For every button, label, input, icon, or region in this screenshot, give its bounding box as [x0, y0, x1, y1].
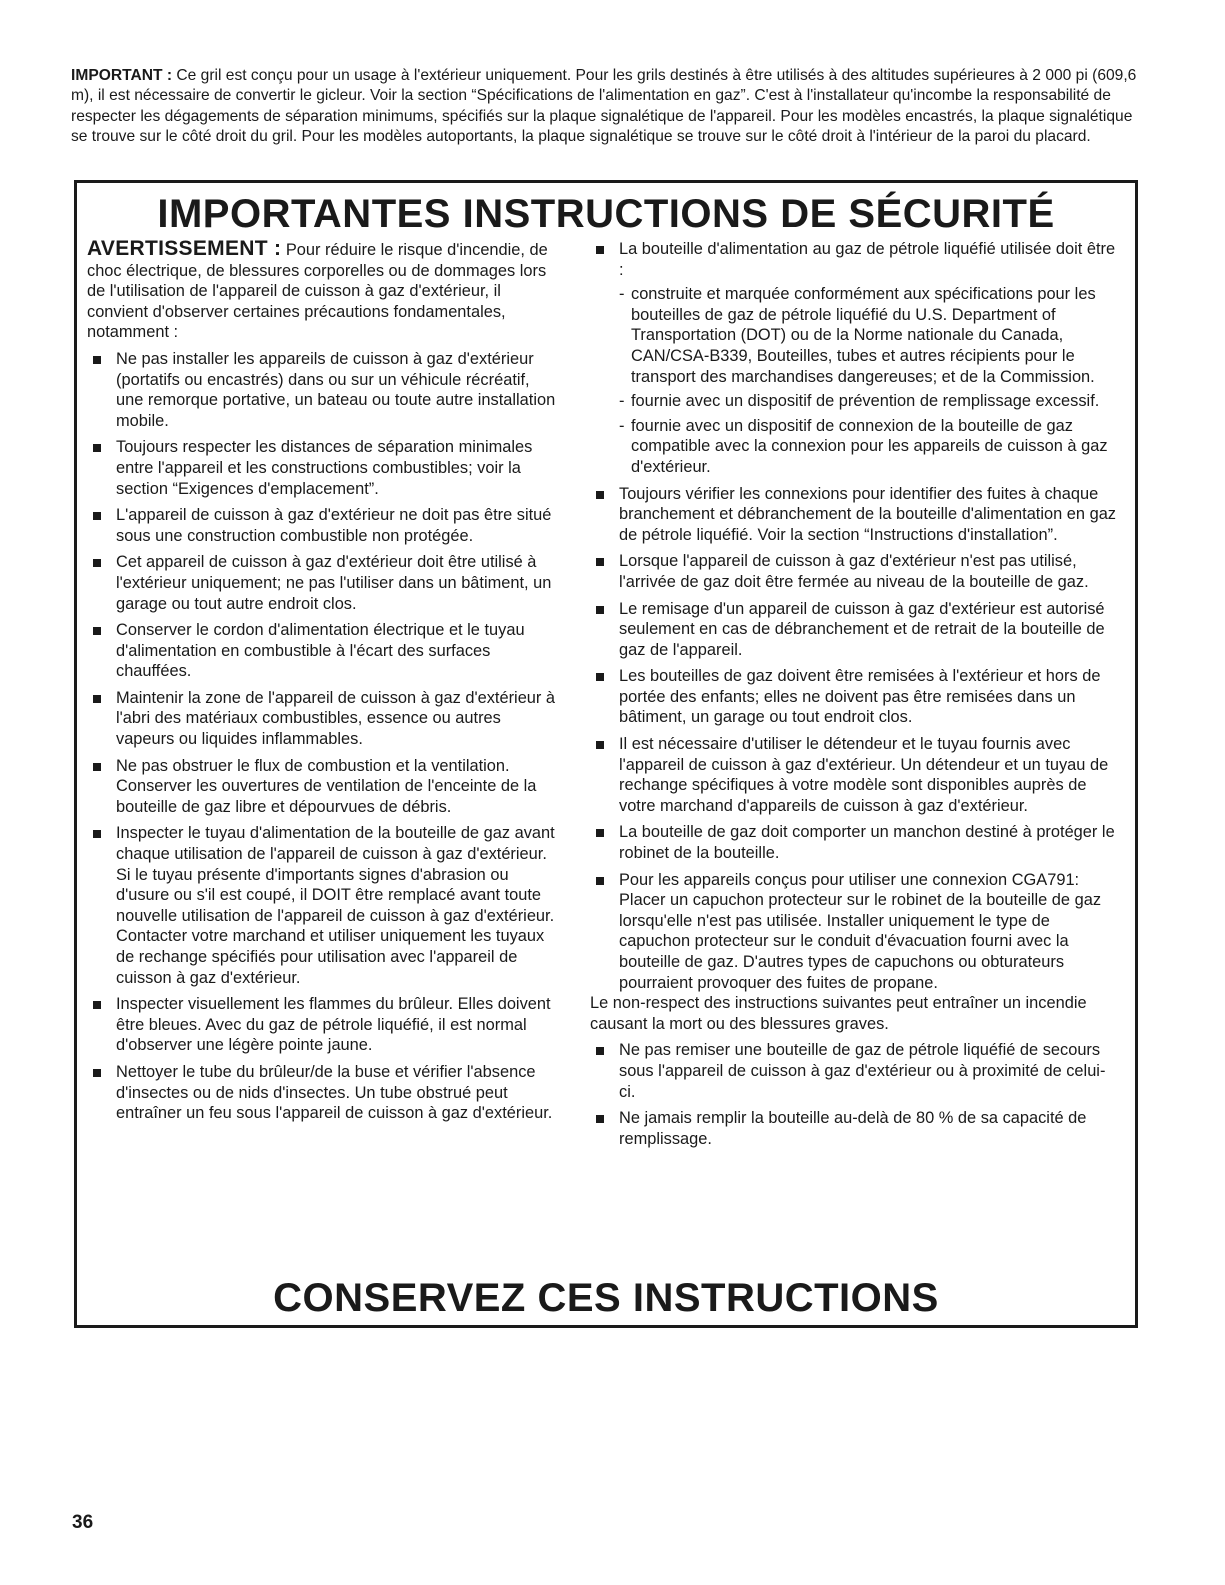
list-item [590, 484, 1120, 546]
list-item [590, 734, 1120, 816]
square-bullet-icon [93, 830, 101, 838]
list-item [87, 552, 559, 614]
list-item-text: Inspecter visuellement les flammes du brûleur. Elles doivent être bleues. Avec du gaz de pétrole liquéfié, il est normal d'observer une légère pointe jaune. [116, 995, 551, 1055]
list-item [87, 994, 559, 1056]
square-bullet-icon [93, 1069, 101, 1077]
list-item [590, 1040, 1120, 1102]
list-item-text: Ne pas remiser une bouteille de gaz de pétrole liquéfié de secours sous l'appareil de cuisson à gaz d'extérieur ou à proximité de celui-ci. [619, 1041, 1106, 1101]
square-bullet-icon [596, 491, 604, 499]
important-notice [71, 66, 1151, 148]
dash-icon: - [619, 416, 625, 435]
requirements-sublist [619, 284, 1120, 477]
list-item-text: La bouteille d'alimentation au gaz de pétrole liquéfié utilisée doit être : [619, 240, 1116, 279]
important-label: IMPORTANT : [71, 67, 173, 84]
sub-list-item-text: fournie avec un dispositif de prévention de remplissage excessif. [631, 392, 1100, 411]
list-item-text: Toujours vérifier les connexions pour identifier des fuites à chaque branchement et débranchement de la bouteille d'alimentation en gaz de pétrole liquéfié. Voir la section “Instructions d'installation”. [619, 484, 1117, 544]
square-bullet-icon [596, 606, 604, 614]
square-bullet-icon [93, 695, 101, 703]
list-item [87, 756, 559, 818]
square-bullet-icon [93, 559, 101, 567]
list-item-text: Maintenir la zone de l'appareil de cuisson à gaz d'extérieur à l'abri des matériaux combustibles, essence ou autres vapeurs ou liquides inflammables. [116, 688, 556, 749]
list-item [87, 437, 559, 499]
list-item-text: Nettoyer le tube du brûleur/de la buse et vérifier l'absence d'insectes ou de nids d'insectes. Un tube obstrué peut entraîner un feu sous l'appareil de cuisson à gaz d'extérieur. [116, 1062, 553, 1123]
square-bullet-icon [596, 1115, 604, 1123]
square-bullet-icon [596, 741, 604, 749]
square-bullet-icon [596, 877, 604, 885]
sub-list-item [619, 391, 1120, 412]
list-item [87, 349, 559, 431]
list-item-text: Conserver le cordon d'alimentation électrique et le tuyau d'alimentation en combustible à l'écart des surfaces chauffées. [116, 621, 525, 681]
square-bullet-icon [596, 246, 604, 254]
square-bullet-icon [596, 673, 604, 681]
left-bullet-list [87, 349, 559, 1124]
square-bullet-icon [596, 558, 604, 566]
left-column [87, 239, 559, 1124]
list-item [590, 599, 1120, 661]
list-item-text: La bouteille de gaz doit comporter un manchon destiné à protéger le robinet de la bouteille. [619, 823, 1115, 863]
warning-paragraph [87, 239, 559, 343]
final-bullet-list [590, 1040, 1120, 1149]
square-bullet-icon [93, 763, 101, 771]
page-number: 36 [72, 1512, 94, 1533]
square-bullet-icon [93, 512, 101, 520]
list-item [590, 870, 1120, 994]
square-bullet-icon [93, 1001, 101, 1009]
safety-title: IMPORTANTES INSTRUCTIONS DE SÉCURITÉ [157, 192, 1055, 236]
sub-list-item [619, 284, 1120, 387]
square-bullet-icon [596, 1047, 604, 1055]
list-item [87, 1062, 559, 1124]
list-item-text: Ne jamais remplir la bouteille au-delà de 80 % de sa capacité de remplissage. [619, 1109, 1087, 1148]
list-item [590, 239, 1120, 478]
list-item-text: Ne pas installer les appareils de cuisson à gaz d'extérieur (portatifs ou encastrés) dans ou sur un véhicule récréatif, une remorque portative, un bateau ou toute autre installation mobile. [116, 349, 556, 430]
list-item-text: Toujours respecter les distances de séparation minimales entre l'appareil et les constructions combustibles; voir la section “Exigences d'emplacement”. [116, 438, 533, 498]
right-column [590, 239, 1120, 1149]
list-item [87, 823, 559, 988]
square-bullet-icon [596, 829, 604, 837]
dash-icon: - [619, 392, 625, 411]
list-item [87, 620, 559, 682]
consequence-text: Le non-respect des instructions suivantes peut entraîner un incendie causant la mort ou des blessures graves. [590, 994, 1087, 1033]
save-instructions-title: CONSERVEZ CES INSTRUCTIONS [273, 1276, 939, 1320]
safety-instructions-box [74, 180, 1138, 1328]
list-item-text: L'appareil de cuisson à gaz d'extérieur ne doit pas être situé sous une construction combustible non protégée. [116, 506, 552, 545]
list-item-text: Inspecter le tuyau d'alimentation de la bouteille de gaz avant chaque utilisation de l'appareil de cuisson à gaz d'extérieur. Si le tuyau présente d'importants signes d'abrasion ou d'usure ou s'il est coupé, il DOIT être remplacé avant toute nouvelle utilisation de l'appareil de cuisson à gaz d'extérieur. Contacter votre marchand et utiliser uniquement les tuyaux de rechange spécifiés pour utilisation avec l'appareil de cuisson à gaz d'extérieur. [116, 824, 555, 987]
sub-list-item-text: construite et marquée conformément aux spécifications pour les bouteilles de gaz de pétrole liquéfié du U.S. Department of Transportation (DOT) ou de la Norme nationale du Canada, CAN/CSA-B339, Bouteilles, tubes et autres récipients pour le transport des marchandises dangereuses; et de la Commission. [631, 285, 1096, 386]
warning-label: AVERTISSEMENT : [87, 237, 282, 260]
important-text: Ce gril est conçu pour un usage à l'extérieur uniquement. Pour les grils destinés à être utilisés à des altitudes supérieures à 2 000 pi (609,6 m), il est nécessaire de convertir le gicleur. Voir la section “Spécifications de l'alimentation en gaz”. C'est à l'installateur qu'incombe la responsabilité de respecter les dégagements de séparation minimums, spécifiés sur la plaque signalétique de l'appareil. Pour les modèles encastrés, la plaque signalétique se trouve sur le côté droit du gril. Pour les modèles autoportants, la plaque signalétique se trouve sur le côté droit à l'intérieur de la paroi du placard. [71, 67, 1137, 146]
list-item [590, 1108, 1120, 1149]
sub-list-item-text: fournie avec un dispositif de connexion de la bouteille de gaz compatible avec la connexion pour les appareils de cuisson à gaz d'extérieur. [631, 416, 1108, 476]
list-item-text: Pour les appareils conçus pour utiliser une connexion CGA791: Placer un capuchon protecteur sur le robinet de la bouteille de gaz lorsqu'elle n'est pas utilisée. Installer uniquement le type de capuchon protecteur sur le conduit d'évacuation fourni avec la bouteille de gaz. D'autres types de capuchons ou obturateurs pourraient provoquer des fuites de propane. [619, 870, 1102, 992]
list-item [87, 505, 559, 546]
list-item [590, 666, 1120, 728]
list-item-text: Lorsque l'appareil de cuisson à gaz d'extérieur n'est pas utilisé, l'arrivée de gaz doit être fermée au niveau de la bouteille de gaz. [619, 552, 1089, 591]
list-item-text: Ne pas obstruer le flux de combustion et la ventilation. Conserver les ouvertures de ventilation de l'enceinte de la bouteille de gaz libre et dépourvues de débris. [116, 756, 537, 816]
list-item-text: Il est nécessaire d'utiliser le détendeur et le tuyau fournis avec l'appareil de cuisson à gaz d'extérieur. Un détendeur et un tuyau de rechange spécifiques à votre modèle sont disponibles auprès de votre marchand d'appareils de cuisson à gaz d'extérieur. [619, 735, 1109, 815]
dash-icon: - [619, 285, 625, 304]
list-item-text: Cet appareil de cuisson à gaz d'extérieur doit être utilisé à l'extérieur uniquement; ne pas l'utiliser dans un bâtiment, un garage ou tout autre endroit clos. [116, 553, 552, 613]
square-bullet-icon [93, 356, 101, 364]
square-bullet-icon [93, 444, 101, 452]
list-item-text: Le remisage d'un appareil de cuisson à gaz d'extérieur est autorisé seulement en cas de débranchement et de retrait de la bouteille de gaz de l'appareil. [619, 599, 1105, 659]
list-item [87, 688, 559, 750]
list-item [590, 822, 1120, 863]
warning-text: Pour réduire le risque d'incendie, de choc électrique, de blessures corporelles ou de dommages lors de l'utilisation de l'appareil de cuisson à gaz d'extérieur, il convient d'observer certaines précautions fondamentales, notamment : [87, 241, 548, 342]
sub-list-item [619, 416, 1120, 478]
right-bullet-list [590, 239, 1120, 993]
square-bullet-icon [93, 627, 101, 635]
list-item [590, 551, 1120, 592]
list-item-text: Les bouteilles de gaz doivent être remisées à l'extérieur et hors de portée des enfants; elles ne doivent pas être remisées dans un bâtiment, un garage ou tout endroit clos. [619, 667, 1101, 727]
